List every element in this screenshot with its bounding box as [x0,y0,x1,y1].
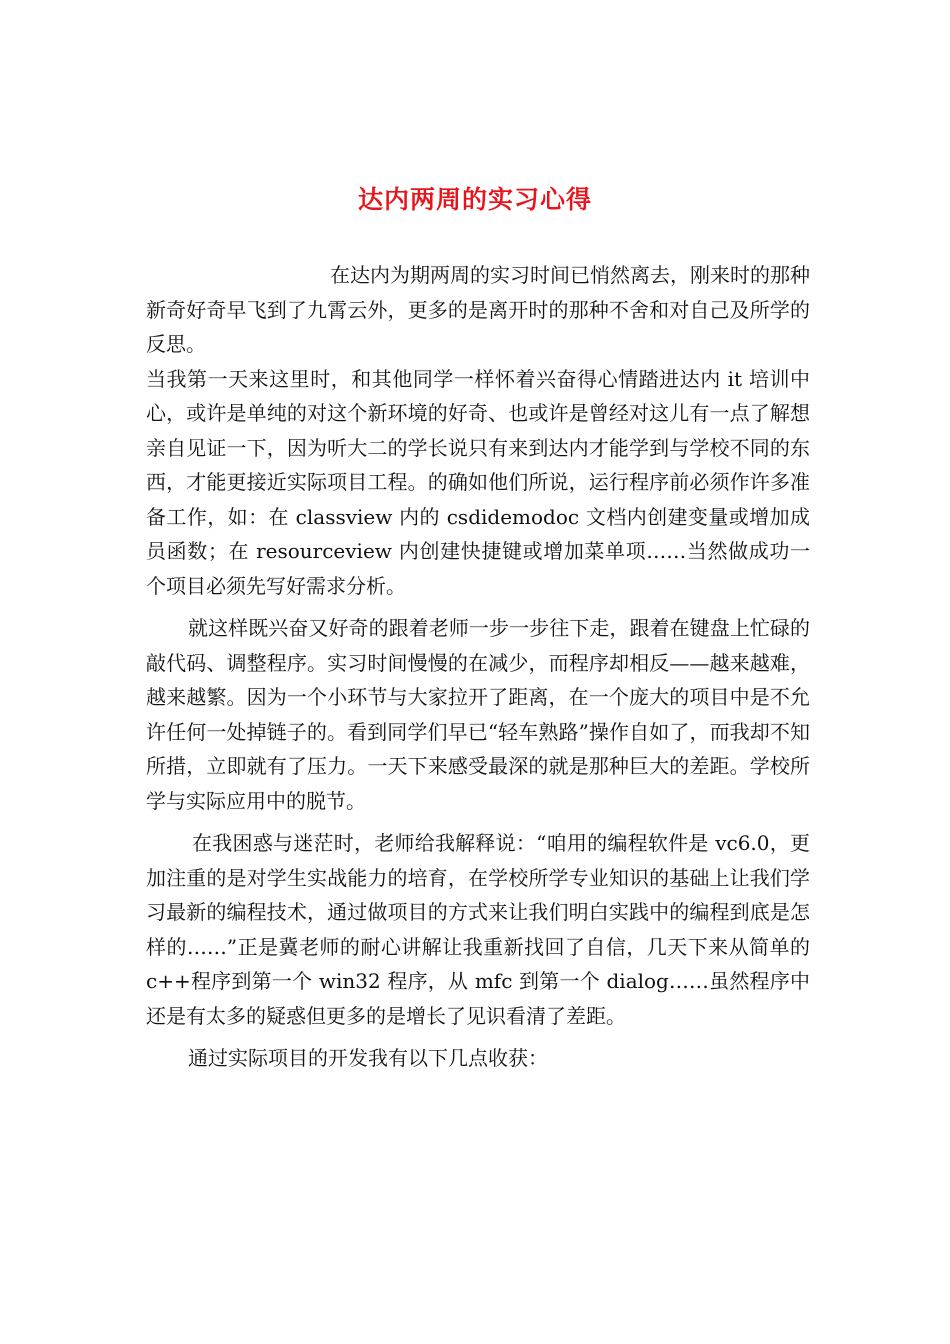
paragraph-first-day: 当我第一天来这里时，和其他同学一样怀着兴奋得心情踏进达内 it 培训中心，或许是单纯的对这个新环境的好奇、也或许是曾经对这儿有一点了解想亲自见证一下，因为听大二的学长说只有来到达内才能学到与学校不同的东西，才能更接近实际项目工程。的确如他们所说，运行程序前必须作许多准备工作，如：在 classview 内的 csdidemodoc 文档内创建变量或增加成员函数；在 resourceview 内创建快捷键或增加菜单项……当然做成功一个项目必须先写好需求分析。 [146,366,810,598]
paragraph-intro: 在达内为期两周的实习时间已悄然离去，刚来时的那种新奇好奇早飞到了九霄云外，更多的是离开时的那种不舍和对自己及所学的反思。 [146,263,810,356]
document-title: 达内两周的实习心得 [357,185,592,214]
paragraph-teacher: 在我困惑与迷茫时，老师给我解释说：“咱用的编程软件是 vc6.0，更加注重的是对学生实战能力的培育，在学校所学专业知识的基础上让我们学习最新的编程技术，通过做项目的方式来让我们明白实践中的编程到底是怎样的……”正是冀老师的耐心讲解让我重新找回了自信，几天下来从简单的 c++程序到第一个 win32 程序，从 mfc 到第一个 dialog……虽然程序中还是有太多的疑惑但更多的是增长了见识看清了差距。 [146,831,810,1028]
document-body [146,258,810,1076]
paragraph-practice: 就这样既兴奋又好奇的跟着老师一步一步往下走，跟着在键盘上忙碌的敲代码、调整程序。实习时间慢慢的在减少，而程序却相反——越来越难，越来越繁。因为一个小环节与大家拉开了距离，在一个庞大的项目中是不允许任何一处掉链子的。看到同学们早已“轻车熟路”操作自如了，而我却不知所措，立即就有了压力。一天下来感受最深的就是那种巨大的差距。学校所学与实际应用中的脱节。 [146,616,810,813]
paragraph-gains-intro: 通过实际项目的开发我有以下几点收获： [188,1046,548,1070]
